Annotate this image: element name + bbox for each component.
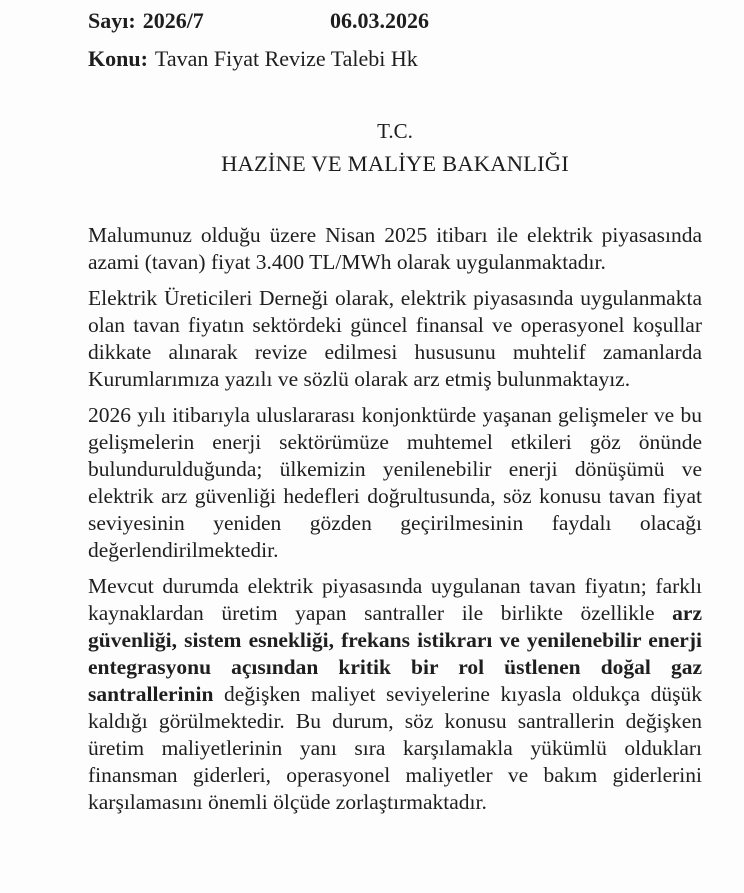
paragraph-2: Elektrik Üreticileri Derneği olarak, elektrik piyasasında uygulanmakta olan tavan fiyatın sektördeki güncel finansal ve operasyonel koşullar dikkate alınarak revize edilmesi hususunu muhtelif zamanlarda Kurumlarımıza yazılı ve sözlü olarak arz etmiş bulunmaktayız. [88, 286, 702, 391]
ministry-heading: HAZİNE VE MALİYE BAKANLIĞI [221, 151, 569, 176]
letter-body [88, 222, 702, 825]
paragraph-1: Malumunuz olduğu üzere Nisan 2025 itibarı ile elektrik piyasasında azami (tavan) fiyat 3.400 TL/MWh olarak uygulanmaktadır. [88, 223, 702, 274]
subject-line [88, 46, 418, 72]
paragraph-4-tail: değişken maliyet seviyelerine kıyasla oldukça düşük kaldığı görülmektedir. Bu durum, söz konusu santrallerin değişken üretim maliyetlerinin yanı sıra karşılamakla yükümlü oldukları finansman giderleri, operasyonel maliyetler ve bakım giderlerini karşılamasını önemli ölçüde zorlaştırmaktadır. [88, 682, 702, 814]
document-date: 06.03.2026 [330, 8, 429, 33]
document-number-value: 2026/7 [142, 8, 204, 33]
paragraph-4-lead: Mevcut durumda elektrik piyasasında uygulanan tavan fiyatın; farklı kaynaklardan üretim yapan santraller ile birlikte özellikle [88, 574, 702, 625]
subject-label: Konu: [88, 46, 148, 71]
paragraph-4-emphasis: arz güvenliği, sistem esnekliği, frekans istikrarı ve yenilenebilir enerji entegrasyonu açısından kritik bir rol üstlenen doğal gaz santrallerinin [88, 601, 702, 706]
subject-value: Tavan Fiyat Revize Talebi Hk [154, 46, 418, 71]
republic-heading: T.C. [377, 119, 413, 143]
paragraph-4 [88, 573, 702, 816]
paragraph-3: 2026 yılı itibarıyla uluslararası konjonktürde yaşanan gelişmeler ve bu gelişmelerin enerji sektörümüze muhtemel etkileri göz önünde bulundurulduğunda; ülkemizin yenilenebilir enerji dönüşümü ve elektrik arz güvenliği hedefleri doğrultusunda, söz konusu tavan fiyat seviyesinin yeniden gözden geçirilmesinin faydalı olacağı değerlendirilmektedir. [88, 403, 702, 562]
document-number-label: Sayı: [88, 8, 136, 33]
document-number [88, 8, 204, 34]
